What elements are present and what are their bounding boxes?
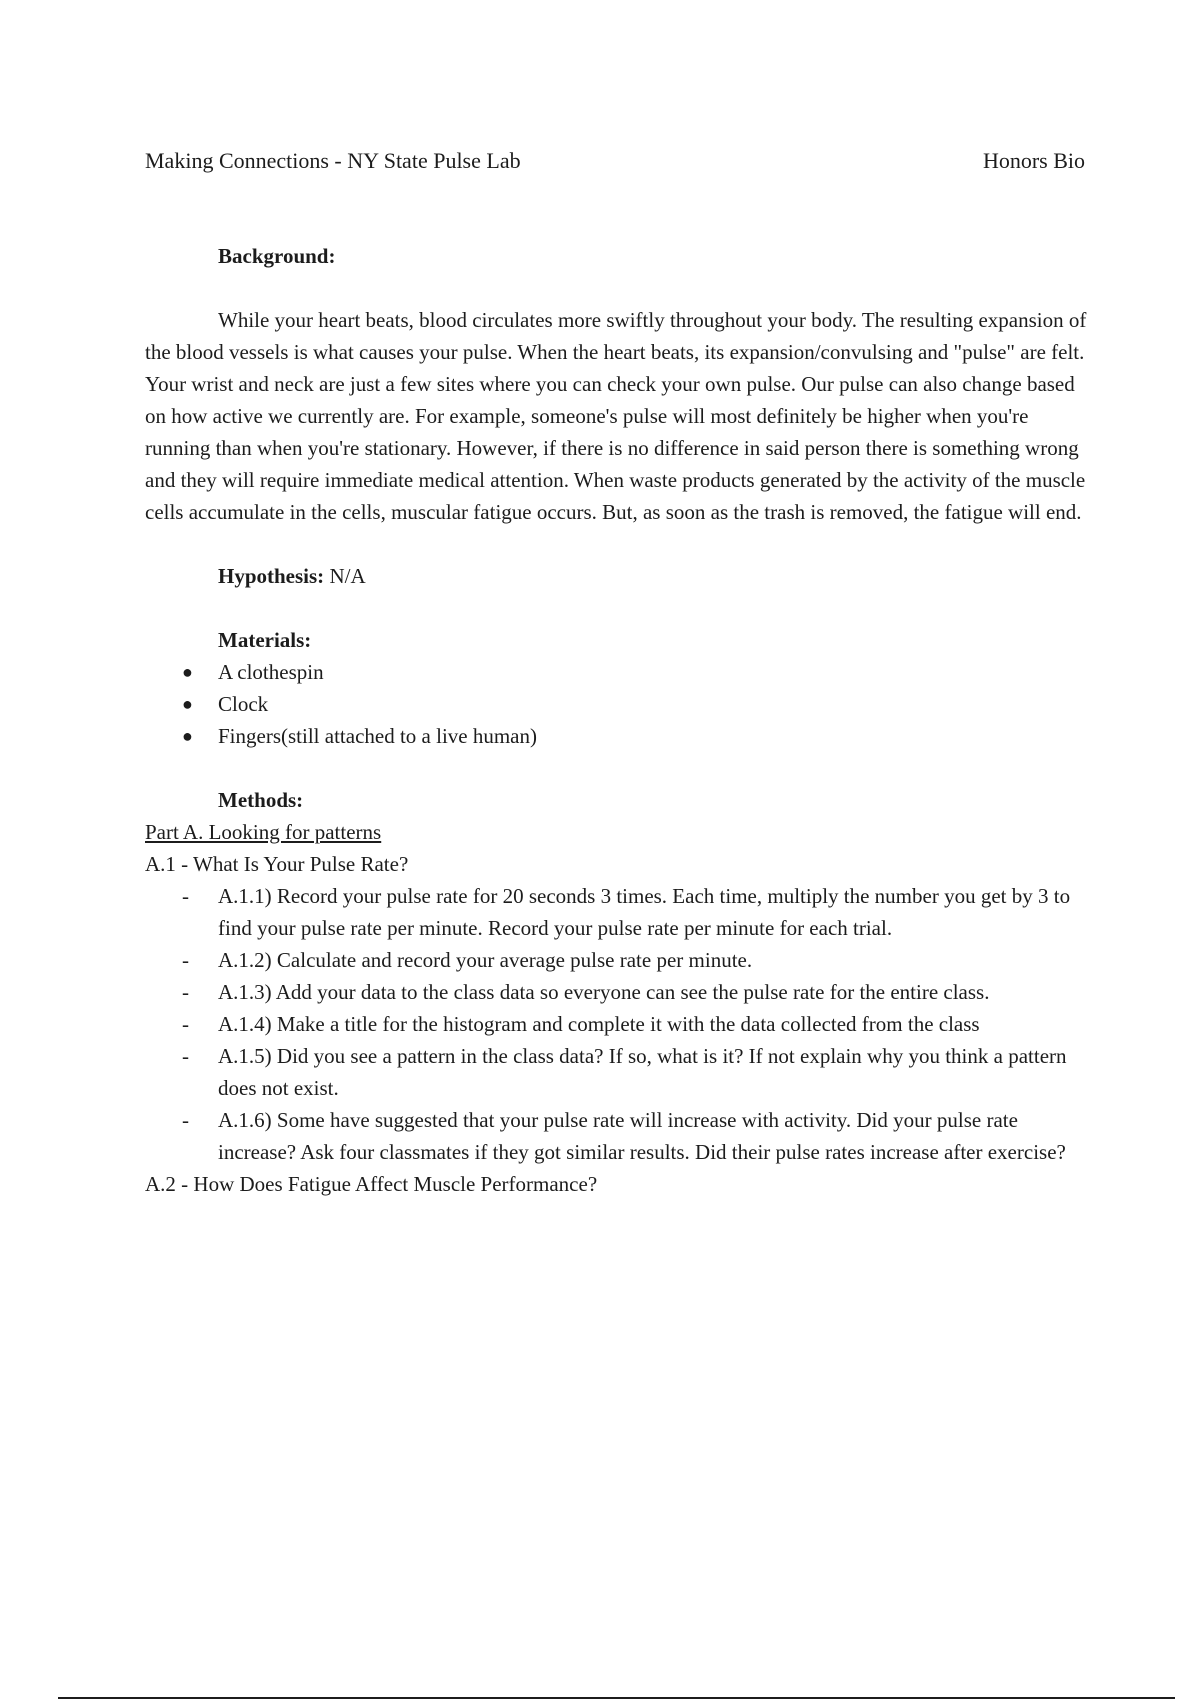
dash-marker: - bbox=[182, 948, 189, 972]
list-item: ● Clock bbox=[145, 688, 1090, 720]
hypothesis-label: Hypothesis: bbox=[218, 564, 325, 588]
list-item bbox=[145, 1008, 1090, 1040]
background-paragraph: While your heart beats, blood circulates more swiftly throughout your body. The resulting expansion of the blood vessels is what causes your pulse. When the heart beats, its expansion/convulsing and "pulse" are felt. Your wrist and neck are just a few sites where you can check your own pulse. Our pulse can also change based on how active we currently are. For example, someone's pulse will most definitely be higher when you're running than when you're stationary. However, if there is no difference in said person there is something wrong and they will require immediate medical attention. When waste products generated by the activity of the muscle cells accumulate in the cells, muscular fatigue occurs. But, as soon as the trash is removed, the fatigue will end. bbox=[145, 308, 1087, 524]
background-heading: Background: bbox=[218, 244, 336, 268]
document-title: Making Connections - NY State Pulse Lab bbox=[145, 148, 521, 173]
document-body bbox=[145, 240, 1090, 1200]
step-text: A.1.3) Add your data to the class data so everyone can see the pulse rate for the entire class. bbox=[218, 980, 990, 1004]
spacer bbox=[145, 592, 1090, 624]
list-item bbox=[145, 880, 1090, 944]
spacer bbox=[145, 752, 1090, 784]
hypothesis-line bbox=[218, 560, 1090, 592]
list-item bbox=[145, 976, 1090, 1008]
hypothesis-value: N/A bbox=[324, 564, 366, 588]
dash-marker: - bbox=[182, 884, 189, 908]
methods-steps bbox=[145, 880, 1090, 1168]
list-item bbox=[145, 1104, 1090, 1168]
a2-title: A.2 - How Does Fatigue Affect Muscle Performance? bbox=[145, 1172, 598, 1196]
list-item bbox=[145, 1040, 1090, 1104]
materials-heading: Materials: bbox=[218, 628, 312, 652]
a1-title: A.1 - What Is Your Pulse Rate? bbox=[145, 852, 409, 876]
list-item: ● A clothespin bbox=[145, 656, 1090, 688]
list-item bbox=[145, 944, 1090, 976]
dash-marker: - bbox=[182, 1012, 189, 1036]
dash-marker: - bbox=[182, 980, 189, 1004]
step-text: A.1.2) Calculate and record your average pulse rate per minute. bbox=[218, 948, 753, 972]
step-text: A.1.4) Make a title for the histogram and complete it with the data collected from the class bbox=[218, 1012, 980, 1036]
dash-marker: - bbox=[182, 1108, 189, 1132]
list-item: ● Fingers(still attached to a live human) bbox=[145, 720, 1090, 752]
materials-list bbox=[145, 656, 1090, 752]
footer-divider bbox=[58, 1697, 1175, 1699]
course-name: Honors Bio bbox=[982, 148, 1085, 173]
step-text: A.1.6) Some have suggested that your pulse rate will increase with activity. Did your pulse rate increase? Ask four classmates if they got similar results. Did their pulse rates increase after exercise? bbox=[218, 1108, 1066, 1164]
step-text: A.1.5) Did you see a pattern in the class data? If so, what is it? If not explain why you think a pattern does not exist. bbox=[218, 1044, 1067, 1100]
spacer bbox=[145, 528, 1090, 560]
part-a-title: Part A. Looking for patterns bbox=[145, 820, 382, 844]
page-header bbox=[145, 145, 1085, 177]
dash-marker: - bbox=[182, 1044, 189, 1068]
methods-heading: Methods: bbox=[218, 788, 304, 812]
spacer bbox=[145, 272, 1090, 304]
step-text: A.1.1) Record your pulse rate for 20 seconds 3 times. Each time, multiply the number you get by 3 to find your pulse rate per minute. Record your pulse rate per minute for each trial. bbox=[218, 884, 1071, 940]
